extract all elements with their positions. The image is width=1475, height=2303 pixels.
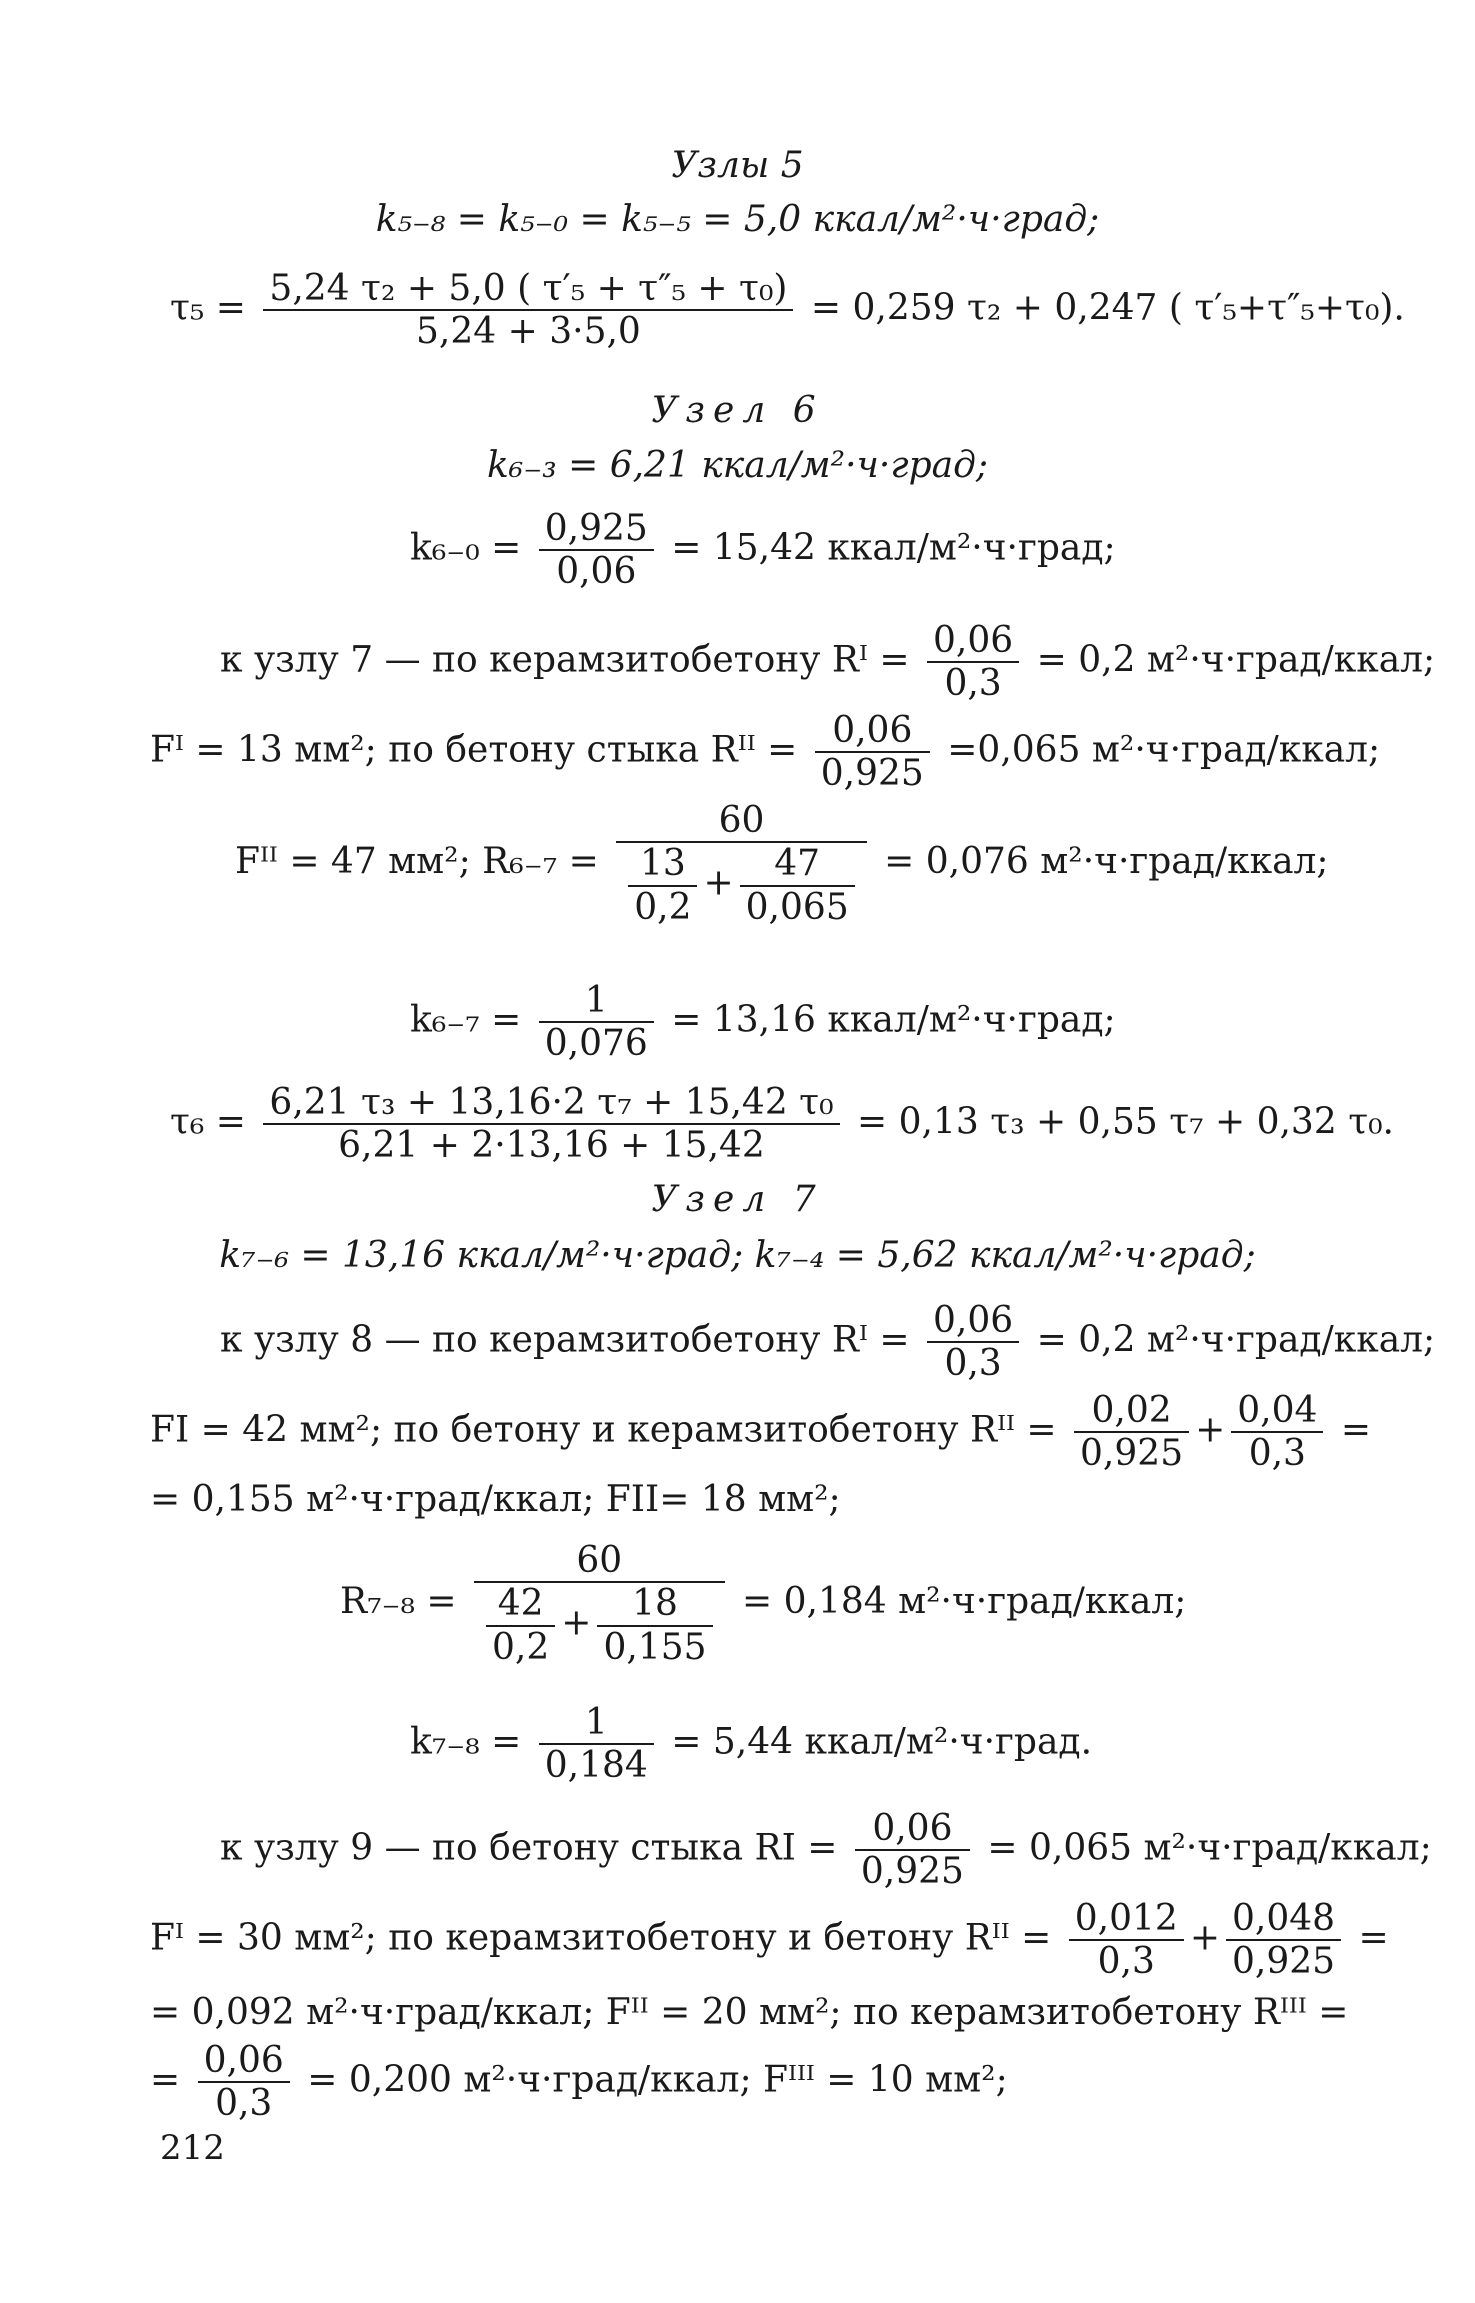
R78-sub-fraction-1 bbox=[486, 1583, 555, 1668]
F1b-fraction-b bbox=[1226, 1898, 1341, 1983]
formula-cont-0155: = 0,155 м²·ч·град/ккал; FII= 18 мм²; bbox=[150, 1479, 841, 1520]
R3-rhs: = 0,200 м²·ч·град/ккал; Fᴵᴵᴵ = 10 мм²; bbox=[307, 2059, 1008, 2101]
tau6-fraction bbox=[263, 1082, 839, 1167]
formula-k63: k₆₋₃ = 6,21 ккал/м²·ч·град; bbox=[486, 445, 989, 486]
k60-fraction bbox=[539, 508, 654, 593]
formula-R78 bbox=[340, 1540, 1186, 1668]
page-number: 212 bbox=[160, 2128, 225, 2168]
formula-F1-30: Fᴵ = 30 мм²; по керамзитобетону и бетону Rᴵᴵ = $\frac{0,012}{0,3}$ + $\frac{0,048}{0,925}$ = bbox=[150, 1898, 1389, 1983]
FI-lhs: FI = 42 мм²; по бетону и керамзитобетону Rᴵᴵ = bbox=[150, 1409, 1057, 1451]
FI-fraction-a bbox=[1074, 1390, 1189, 1475]
F1b-a-num: 0,012 bbox=[1074, 1898, 1178, 1939]
k67-rhs: = 13,16 ккал/м²·ч·град; bbox=[671, 999, 1116, 1041]
R78-sub-fraction-2 bbox=[597, 1583, 712, 1668]
R78-denominator: $\frac{42}{0,2}$ + $\frac{18}{0,155}$ bbox=[474, 1581, 725, 1668]
R67-lhs: Fᴵᴵ = 47 мм²; R₆₋₇ = bbox=[235, 841, 599, 883]
R67-numerator: 60 bbox=[718, 800, 765, 841]
to7-numerator: 0,06 bbox=[933, 620, 1014, 661]
R67-rhs: = 0,076 м²·ч·град/ккал; bbox=[884, 841, 1329, 883]
formula-k78 bbox=[410, 1702, 1092, 1787]
k60-lhs: k₆₋₀ = bbox=[410, 527, 522, 569]
formula-k67 bbox=[410, 980, 1116, 1065]
to9-fraction bbox=[855, 1808, 970, 1893]
to8-numerator: 0,06 bbox=[933, 1300, 1014, 1341]
R67-fraction bbox=[616, 800, 867, 928]
R3-fraction bbox=[198, 2040, 290, 2125]
formula-R3 bbox=[150, 2040, 1008, 2125]
heading-nodes-5: Узлы 5 bbox=[671, 145, 804, 186]
to7-lhs: к узлу 7 — по керамзитобетону Rᴵ = bbox=[220, 639, 910, 681]
to8-lhs: к узлу 8 — по керамзитобетону Rᴵ = bbox=[220, 1319, 910, 1361]
to7-denominator: 0,3 bbox=[927, 661, 1019, 704]
R67-sub2-den: 0,065 bbox=[740, 885, 855, 928]
k67-numerator: 1 bbox=[584, 980, 608, 1021]
F1b-lhs: Fᴵ = 30 мм²; по керамзитобетону и бетону Rᴵᴵ = bbox=[150, 1917, 1052, 1959]
k67-denominator: 0,076 bbox=[539, 1021, 654, 1064]
R78-numerator: 60 bbox=[576, 1540, 623, 1581]
to9-numerator: 0,06 bbox=[872, 1808, 953, 1849]
to9-lhs: к узлу 9 — по бетону стыка RI = bbox=[220, 1827, 838, 1869]
formula-k5: k₅₋₈ = k₅₋₀ = k₅₋₅ = 5,0 ккал/м²·ч·град; bbox=[375, 199, 1100, 240]
R78-rhs: = 0,184 м²·ч·град/ккал; bbox=[741, 1581, 1187, 1623]
FI-b-num: 0,04 bbox=[1237, 1390, 1318, 1431]
to7-fraction bbox=[927, 620, 1019, 705]
formula-to-node-8 bbox=[220, 1300, 1435, 1385]
R67-denominator: $\frac{13}{0,2}$ + $\frac{47}{0,065}$ bbox=[616, 841, 867, 928]
R3-numerator: 0,06 bbox=[203, 2040, 284, 2081]
R67-sub2-num: 47 bbox=[774, 843, 821, 885]
F1b-fraction-a bbox=[1069, 1898, 1184, 1983]
R3-lhs: = bbox=[150, 2059, 181, 2101]
k78-rhs: = 5,44 ккал/м²·ч·град. bbox=[671, 1721, 1093, 1763]
FI-a-num: 0,02 bbox=[1091, 1390, 1172, 1431]
formula-FI-42: FI = 42 мм²; по бетону и керамзитобетону Rᴵᴵ = $\frac{0,02}{0,925}$ + $\frac{0,04}{0,3}$ = bbox=[150, 1390, 1372, 1475]
to9-rhs: = 0,065 м²·ч·град/ккал; bbox=[987, 1827, 1432, 1869]
k67-lhs: k₆₋₇ = bbox=[410, 999, 522, 1041]
tau5-lhs: τ₅ = bbox=[170, 287, 246, 329]
formula-k76: k₇₋₆ = 13,16 ккал/м²·ч·град; k₇₋₄ = 5,62 ккал/м²·ч·град; bbox=[219, 1235, 1256, 1276]
to8-fraction bbox=[927, 1300, 1019, 1385]
FI-a-den: 0,925 bbox=[1074, 1431, 1189, 1474]
R67-sub1-den: 0,2 bbox=[628, 885, 697, 928]
k60-denominator: 0,06 bbox=[539, 549, 654, 592]
FI-b-den: 0,3 bbox=[1231, 1431, 1323, 1474]
tau6-denominator: 6,21 + 2·13,16 + 15,42 bbox=[263, 1123, 839, 1166]
R78-sub1-den: 0,2 bbox=[486, 1625, 555, 1668]
R78-lhs: R₇₋₈ = bbox=[340, 1581, 457, 1623]
formula-k60 bbox=[410, 508, 1116, 593]
R67-sub-fraction-2 bbox=[740, 843, 855, 928]
tau6-lhs: τ₆ = bbox=[170, 1101, 246, 1143]
to8-denominator: 0,3 bbox=[927, 1341, 1019, 1384]
formula-to-node-7 bbox=[220, 620, 1435, 705]
to9-denominator: 0,925 bbox=[855, 1849, 970, 1892]
tau5-numerator: 5,24 τ₂ + 5,0 ( τ′₅ + τ″₅ + τ₀) bbox=[269, 268, 788, 309]
formula-F1-concrete bbox=[150, 710, 1380, 795]
heading-node-6: Узел 6 bbox=[651, 390, 824, 431]
formula-tau5 bbox=[170, 268, 1405, 353]
tau5-fraction bbox=[263, 268, 793, 353]
k60-rhs: = 15,42 ккал/м²·ч·град; bbox=[671, 527, 1116, 569]
F1b-b-den: 0,925 bbox=[1226, 1939, 1341, 1982]
k67-fraction bbox=[539, 980, 654, 1065]
heading-node-7: Узел 7 bbox=[651, 1179, 824, 1220]
k78-fraction bbox=[539, 1702, 654, 1787]
R67-sub1-num: 13 bbox=[639, 843, 686, 885]
R78-sub1-num: 42 bbox=[497, 1583, 544, 1625]
F1-lhs: Fᴵ = 13 мм²; по бетону стыка Rᴵᴵ = bbox=[150, 729, 798, 771]
R3-denominator: 0,3 bbox=[198, 2081, 290, 2124]
to8-rhs: = 0,2 м²·ч·град/ккал; bbox=[1036, 1319, 1436, 1361]
R78-fraction bbox=[474, 1540, 725, 1668]
formula-R67 bbox=[235, 800, 1329, 928]
R67-sub-fraction-1 bbox=[628, 843, 697, 928]
formula-tau6 bbox=[170, 1082, 1394, 1167]
F1b-rhs: = bbox=[1358, 1917, 1389, 1959]
F1b-b-num: 0,048 bbox=[1232, 1898, 1336, 1939]
tau6-rhs: = 0,13 τ₃ + 0,55 τ₇ + 0,32 τ₀. bbox=[856, 1101, 1394, 1143]
F1b-a-den: 0,3 bbox=[1069, 1939, 1184, 1982]
FI-fraction-b bbox=[1231, 1390, 1323, 1475]
F1-numerator: 0,06 bbox=[832, 710, 913, 751]
k78-denominator: 0,184 bbox=[539, 1743, 654, 1786]
k78-numerator: 1 bbox=[584, 1702, 608, 1743]
tau5-denominator: 5,24 + 3·5,0 bbox=[263, 309, 793, 352]
F1-denominator: 0,925 bbox=[815, 751, 930, 794]
tau5-rhs: = 0,259 τ₂ + 0,247 ( τ′₅+τ″₅+τ₀). bbox=[810, 287, 1405, 329]
formula-to-node-9 bbox=[220, 1808, 1432, 1893]
FI-rhs: = bbox=[1340, 1409, 1372, 1451]
R78-sub2-den: 0,155 bbox=[597, 1625, 712, 1668]
F1-fraction bbox=[815, 710, 930, 795]
tau6-numerator: 6,21 τ₃ + 13,16·2 τ₇ + 15,42 τ₀ bbox=[269, 1082, 834, 1123]
F1-rhs: =0,065 м²·ч·град/ккал; bbox=[947, 729, 1381, 771]
formula-cont-0092: = 0,092 м²·ч·град/ккал; Fᴵᴵ = 20 мм²; по керамзитобетону Rᴵᴵᴵ = bbox=[150, 1992, 1349, 2033]
to7-rhs: = 0,2 м²·ч·град/ккал; bbox=[1036, 639, 1436, 681]
R78-sub2-num: 18 bbox=[632, 1583, 678, 1625]
k60-numerator: 0,925 bbox=[544, 508, 648, 549]
k78-lhs: k₇₋₈ = bbox=[410, 1721, 522, 1763]
